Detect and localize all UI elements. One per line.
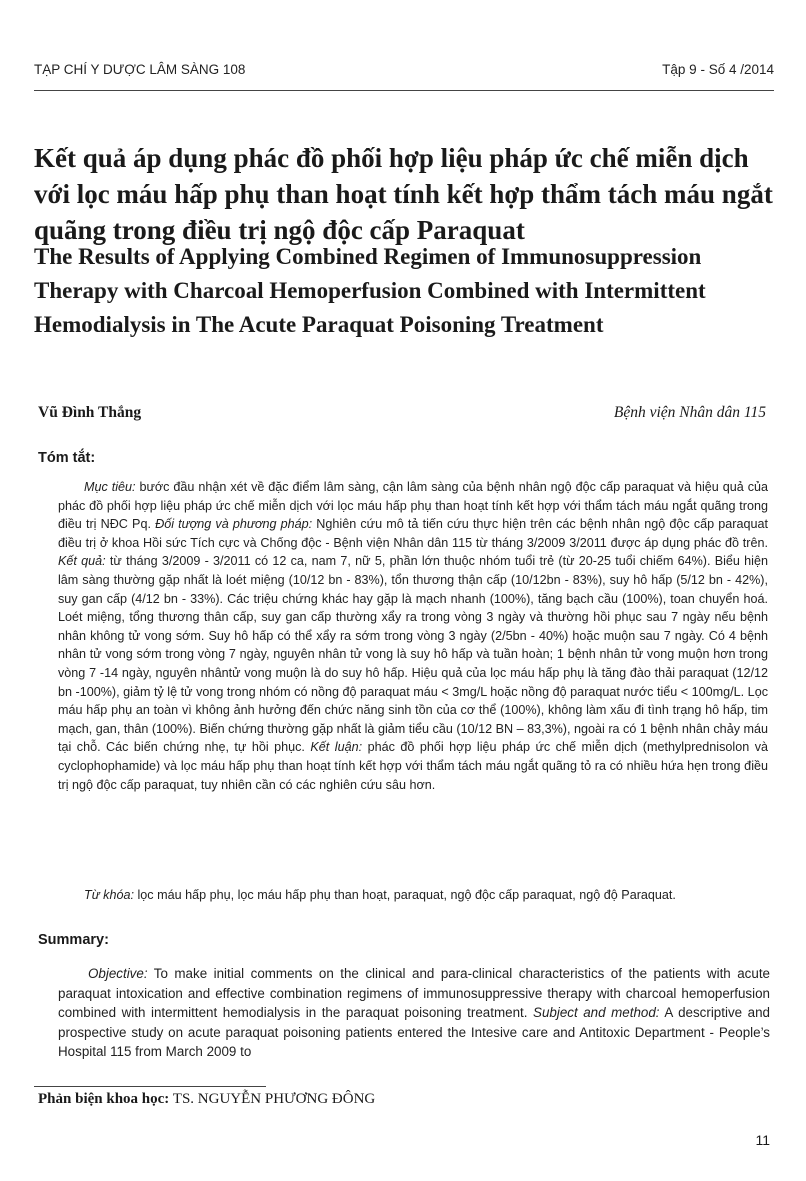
- title-english: The Results of Applying Combined Regimen of Immunosuppression Therapy with Charcoal Hemoperfusion Combined with Intermittent Hemodialysis in The Acute Paraquat Poisoning Treatment: [34, 244, 706, 337]
- reviewer-name: TS. NGUYỄN PHƯƠNG ĐÔNG: [169, 1091, 376, 1107]
- footnote-reviewer: [38, 1091, 375, 1108]
- text-objective-vi: bước đầu nhận xét về đặc điểm lâm sàng, cận lâm sàng của bệnh nhân ngộ độc cấp paraquat và hiệu quả của phác đồ phối hợp liệu pháp ức chế miễn dịch với lọc máu hấp phụ than hoạt tính kết hợp với thẩm tách máu ngắt quãng trong điều trị NĐC Pq.: [58, 480, 768, 532]
- text-results-vi: từ tháng 3/2009 - 3/2011 có 12 ca, nam 7, nữ 5, phần lớn thuộc nhóm tuổi trẻ (từ 20-25 tuổi chiếm 64%). Biểu hiện lâm sàng thường gặp nhất là loét miệng (10/12 bn - 83%), tổn thương thận cấp (10/12bn - 83%), suy hô hấp (5/12 bn - 42%), suy gan cấp (4/12 bn - 33%). Các triệu chứng khác hay gặp là mạch nhanh (100%), tăng bạch cầu (100%), toan chuyển hoá. Loét miệng, tổng thương thân cấp, suy gan cấp thường xẩy ra trong vòng 3 ngày và thường hồi phục sau 7 ngày nếu bệnh nhân không tử vong sớm. Suy hô hấp có thể xẩy ra sớm trong vòng 3 ngày (2/5bn - 40%) hoặc muộn sau 7 ngày. Có 4 bệnh nhân tử vong sớm trong vòng 7 ngày, nguyên nhân tử vong là suy hô hấp và tuần hoàn; 1 bệnh nhân tử vong muộn hơn trong vòng 7 -14 ngày, nguyên nhântử vong muộn là do suy hô hấp. Hiệu quả của lọc máu hấp phụ là tăng đào thải paraquat (12/12 bn -100%), giảm tỷ lệ tử vong trong nhóm có nồng độ paraquat máu < 3mg/L hoặc nồng độ paraquat nước tiểu < 100mg/L. Lọc máu hấp phụ an toàn vì không ảnh hưởng đến chức năng sinh tồn của cơ thể (100%), không làm xấu đi tình trạng hô hấp, tim mạch, gan, thân (100%). Biến chứng thường gặp nhất là giảm tiểu cầu (10/12 BN – 83,3%), ngoài ra có 1 bệnh nhân chảy máu tại chỗ. Các biến chứng nhẹ, tự hồi phục.: [58, 554, 768, 755]
- page-number: 11: [755, 1132, 770, 1148]
- label-conclusion-vi: Kết luận:: [310, 740, 363, 755]
- issue-number: Tập 9 - Số 4 /2014: [662, 62, 774, 77]
- text-keywords-vi: lọc máu hấp phụ, lọc máu hấp phụ than hoạt, paraquat, ngộ độc cấp paraquat, ngộ độ Paraquat.: [133, 888, 676, 902]
- header-rule: [34, 90, 774, 91]
- footnote-rule: [34, 1086, 266, 1087]
- summary-body: [58, 964, 770, 1062]
- label-objective-en: Objective:: [88, 966, 148, 981]
- label-subject-en: Subject and method:: [533, 1005, 660, 1020]
- abstract-heading: Tóm tắt:: [38, 450, 96, 466]
- label-keywords-vi: Từ khóa:: [84, 888, 134, 902]
- summary-heading: Summary:: [38, 932, 109, 948]
- label-method-vi: Đối tượng và phương pháp:: [155, 517, 313, 532]
- author-name: Vũ Đình Thắng: [38, 404, 142, 421]
- journal-name: TẠP CHÍ Y DƯỢC LÂM SÀNG 108: [34, 62, 246, 77]
- running-header: [34, 62, 774, 82]
- label-results-vi: Kết quả:: [58, 554, 106, 569]
- reviewer-label: Phản biện khoa học:: [38, 1091, 170, 1107]
- text-subject-en: A descriptive and prospective study on acute paraquat poisoning patients entered the Intesive care and Antitoxic Department - People’s Hospital 115 from March 2009 to: [58, 1005, 770, 1059]
- keywords-vi: [58, 886, 768, 905]
- text-objective-en: To make initial comments on the clinical and para-clinical characteristics of the patients with acute paraquat intoxication and effective combination regimens of immunosuppressive therapy with charcoal hemoperfusion combined with intermittent hemodialysis in the paraquat poisoning treatment.: [58, 966, 770, 1020]
- abstract-body: [58, 478, 768, 794]
- text-conclusion-vi: phác đồ phối hợp liệu pháp ức chế miễn dịch (methylprednisolon và cyclophophamide) và lọc máu hấp phụ than hoạt tính kết hợp với thẩm tách máu ngắt quãng tỏ ra có nhiều hứa hẹn trong điều trị ngộ độc cấp paraquat, tuy nhiên cần có các nghiên cứu sâu hơn.: [58, 740, 768, 792]
- title-vietnamese: Kết quả áp dụng phác đồ phối hợp liệu pháp ức chế miễn dịch với lọc máu hấp phụ than hoạt tính kết hợp thẩm tách máu ngắt quãng trong điều trị ngộ độc cấp Paraquat: [34, 143, 773, 245]
- label-objective-vi: Mục tiêu:: [84, 480, 136, 494]
- text-method-vi: Nghiên cứu mô tả tiến cứu thực hiện trên các bệnh nhân ngộ độc cấp paraquat điều trị ở khoa Hồi sức Tích cực và Chống độc - Bệnh viện Nhân dân 115 từ tháng 3/2009 3/2011 được áp dụng phác đồ trên.: [58, 517, 769, 550]
- author-affiliation: Bệnh viện Nhân dân 115: [613, 404, 766, 421]
